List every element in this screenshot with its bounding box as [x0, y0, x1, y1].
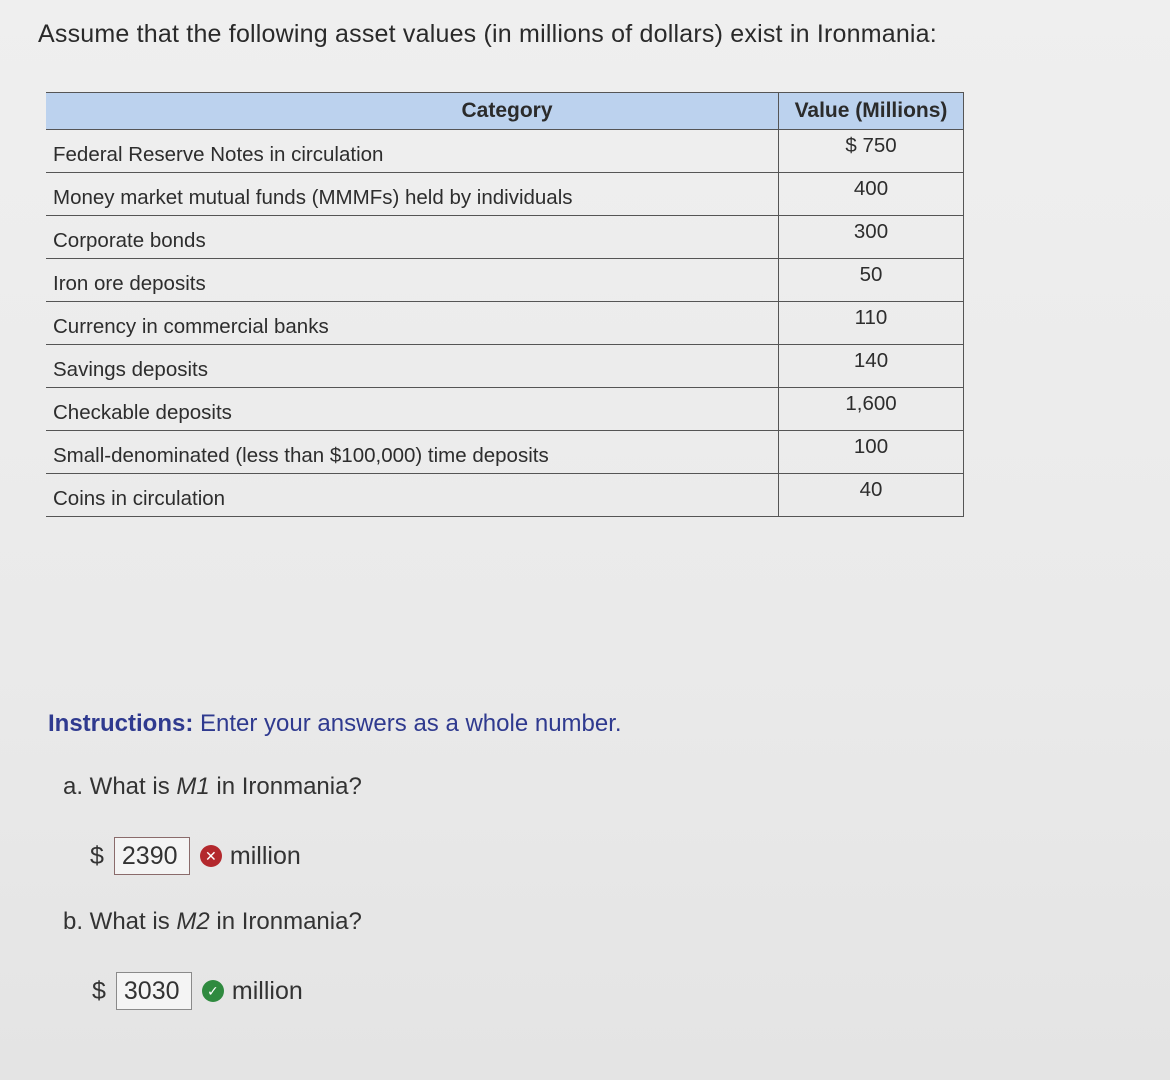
- incorrect-icon: ✕: [200, 845, 222, 867]
- table-row: [46, 216, 964, 259]
- question-a-term: M1: [176, 773, 210, 800]
- question-b-suffix: in Ironmania?: [209, 908, 362, 935]
- instructions: [48, 710, 622, 738]
- question-b: [63, 908, 362, 936]
- table-row: [46, 474, 964, 517]
- unit-label: million: [229, 841, 301, 870]
- table-row: [46, 388, 964, 431]
- table-row: [46, 302, 964, 345]
- question-b-prefix: b. What is: [63, 908, 177, 935]
- row-category: Currency in commercial banks: [46, 302, 779, 345]
- table-row: [46, 259, 964, 302]
- row-category: Money market mutual funds (MMMFs) held by individuals: [46, 173, 779, 216]
- row-value: 110: [779, 302, 964, 345]
- value-header: Value (Millions): [779, 93, 964, 130]
- row-category: Coins in circulation: [46, 474, 779, 517]
- answer-b-input[interactable]: 3030: [116, 972, 192, 1010]
- row-value: 1,600: [779, 388, 964, 431]
- asset-table: [46, 92, 964, 517]
- row-value: 140: [779, 345, 964, 388]
- question-a: [63, 773, 362, 801]
- row-value: 400: [779, 173, 964, 216]
- category-header: Category: [46, 93, 779, 130]
- row-value: $ 750: [779, 130, 964, 173]
- question-a-suffix: in Ironmania?: [209, 773, 362, 800]
- currency-symbol: $: [92, 976, 106, 1005]
- row-category: Checkable deposits: [46, 388, 779, 431]
- row-category: Corporate bonds: [46, 216, 779, 259]
- row-category: Savings deposits: [46, 345, 779, 388]
- row-value: 40: [779, 474, 964, 517]
- row-category: Small-denominated (less than $100,000) time deposits: [46, 431, 779, 474]
- table-row: [46, 173, 964, 216]
- table-row: [46, 130, 964, 173]
- row-value: 100: [779, 431, 964, 474]
- table-row: [46, 431, 964, 474]
- intro-text: Assume that the following asset values (in millions of dollars) exist in Ironmania:: [38, 20, 937, 48]
- row-category: Federal Reserve Notes in circulation: [46, 130, 779, 173]
- answer-a-row: [90, 837, 301, 875]
- row-value: 50: [779, 259, 964, 302]
- question-b-term: M2: [176, 908, 210, 935]
- currency-symbol: $: [90, 841, 104, 870]
- correct-check-icon: ✓: [202, 980, 224, 1002]
- table-row: [46, 345, 964, 388]
- instructions-label: Instructions:: [48, 710, 194, 737]
- question-a-prefix: a. What is: [63, 773, 177, 800]
- unit-label: million: [231, 976, 303, 1005]
- instructions-text: Enter your answers as a whole number.: [200, 710, 622, 737]
- answer-a-input[interactable]: 2390: [114, 837, 190, 875]
- answer-b-row: [92, 972, 303, 1010]
- row-value: 300: [779, 216, 964, 259]
- table-header-row: [46, 93, 964, 130]
- row-category: Iron ore deposits: [46, 259, 779, 302]
